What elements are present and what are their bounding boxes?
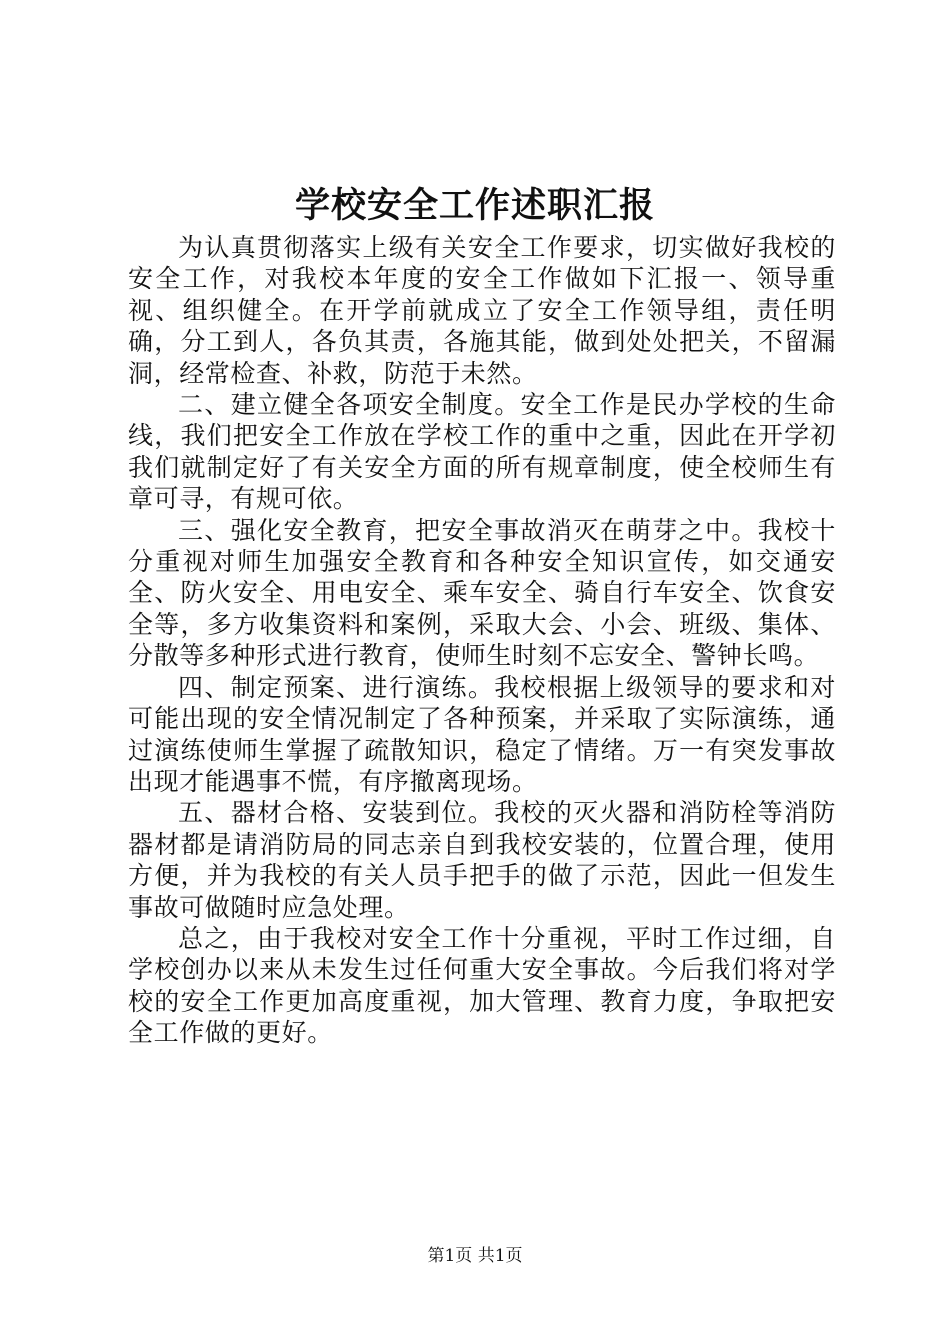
- paragraph-equipment: 五、器材合格、安装到位。我校的灭火器和消防栓等消防器材都是请消防局的同志亲自到我校安装的，位置合理，使用方便，并为我校的有关人员手把手的做了示范，因此一但发生事故可做随时应急处理。: [128, 798, 836, 922]
- paragraph-drills: 四、制定预案、进行演练。我校根据上级领导的要求和对可能出现的安全情况制定了各种预案，并采取了实际演练，通过演练使师生掌握了疏散知识，稳定了情绪。万一有突发事故出现才能遇事不慌，有序撤离现场。: [128, 672, 836, 796]
- paragraph-summary: 总之，由于我校对安全工作十分重视，平时工作过细，自学校创办以来从未发生过任何重大安全事故。今后我们将对学校的安全工作更加高度重视，加大管理、教育力度，争取把安全工作做的更好。: [128, 923, 836, 1048]
- paragraph-safety-rules: 二、建立健全各项安全制度。安全工作是民办学校的生命线，我们把安全工作放在学校工作的重中之重，因此在开学初我们就制定好了有关安全方面的所有规章制度，使全校师生有章可寻，有规可依。: [128, 390, 836, 514]
- document-body: [128, 232, 836, 1049]
- paragraph-safety-education: 三、强化安全教育，把安全事故消灭在萌芽之中。我校十分重视对师生加强安全教育和各种安全知识宣传，如交通安全、防火安全、用电安全、乘车安全、骑自行车安全、饮食安全等，多方收集资料和案例，采取大会、小会、班级、集体、分散等多种形式进行教育，使师生时刻不忘安全、警钟长鸣。: [128, 515, 836, 671]
- paragraph-intro: 为认真贯彻落实上级有关安全工作要求，切实做好我校的安全工作，对我校本年度的安全工作做如下汇报一、领导重视、组织健全。在开学前就成立了安全工作领导组，责任明确，分工到人，各负其责，各施其能，做到处处把关，不留漏洞，经常检查、补救，防范于未然。: [128, 233, 836, 388]
- document-title: 学校安全工作述职汇报: [294, 185, 655, 226]
- page-footer: 第1页 共1页: [427, 1246, 523, 1266]
